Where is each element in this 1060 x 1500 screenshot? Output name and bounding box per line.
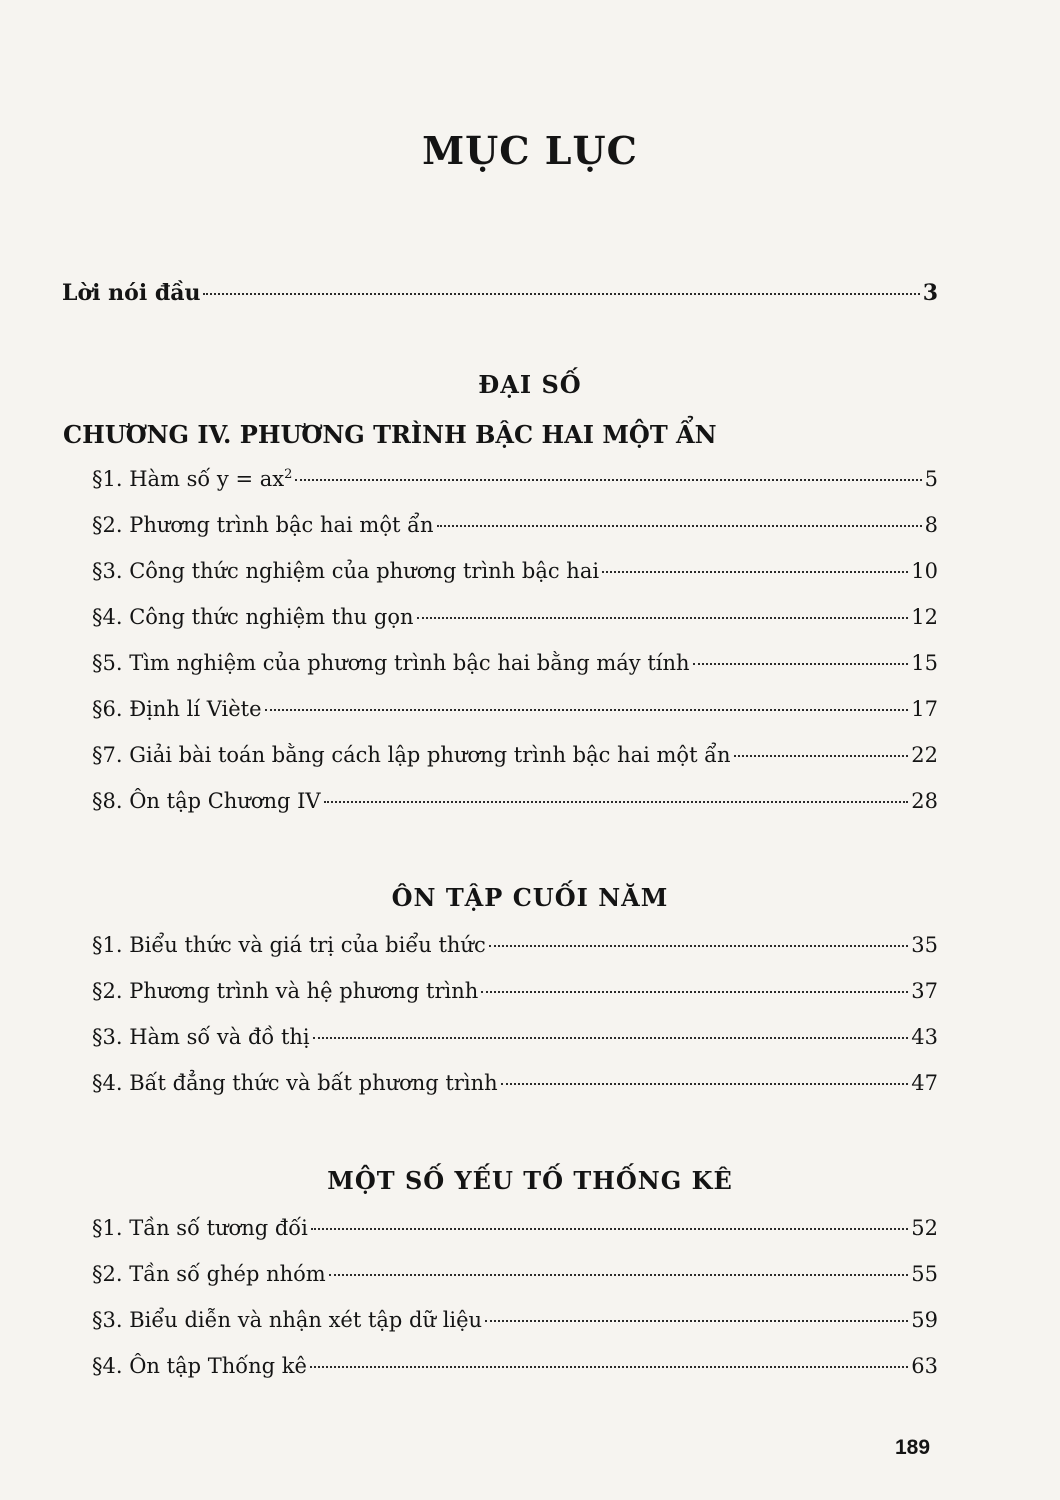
- dot-leader: [602, 571, 908, 573]
- dot-leader: [313, 1037, 909, 1039]
- entry-label: Lời nói đầu: [62, 280, 201, 306]
- toc-entry: [92, 1216, 938, 1240]
- entry-page: 43: [911, 1025, 938, 1049]
- entry-page: 22: [911, 743, 938, 767]
- toc-entry: [92, 605, 938, 629]
- toc-entry-preface: [62, 280, 938, 306]
- entry-page: 63: [911, 1354, 938, 1378]
- entry-label: §4. Bất đẳng thức và bất phương trình: [92, 1071, 498, 1095]
- entry-label: §7. Giải bài toán bằng cách lập phương trình bậc hai một ẩn: [92, 743, 731, 767]
- dot-leader: [501, 1083, 909, 1085]
- section-heading-statistics: MỘT SỐ YẾU TỐ THỐNG KÊ: [327, 1166, 733, 1195]
- entry-label: §1. Tần số tương đối: [92, 1216, 308, 1240]
- page-number: 189: [895, 1436, 931, 1459]
- entry-label: §4. Ôn tập Thống kê: [92, 1354, 307, 1378]
- dot-leader: [295, 479, 921, 481]
- dot-leader: [734, 755, 909, 757]
- entry-page: 55: [911, 1262, 938, 1286]
- entry-page: 3: [922, 280, 938, 306]
- entry-label: §5. Tìm nghiệm của phương trình bậc hai bằng máy tính: [92, 651, 690, 675]
- toc-entry: [92, 651, 938, 675]
- entry-page: 35: [911, 933, 938, 957]
- dot-leader: [203, 293, 919, 295]
- dot-leader: [265, 709, 909, 711]
- dot-leader: [485, 1320, 908, 1322]
- entry-page: 10: [911, 559, 938, 583]
- dot-leader: [311, 1228, 908, 1230]
- entry-label: §3. Công thức nghiệm của phương trình bậc hai: [92, 559, 600, 583]
- dot-leader: [329, 1274, 909, 1276]
- toc-entry: [92, 743, 938, 767]
- toc-entry: [92, 979, 938, 1003]
- dot-leader: [437, 525, 922, 527]
- section-heading-algebra: ĐẠI SỐ: [478, 370, 582, 399]
- dot-leader: [693, 663, 909, 665]
- toc-entry: [92, 1262, 938, 1286]
- entry-label: §6. Định lí Viète: [92, 697, 262, 721]
- chapter-heading: CHƯƠNG IV. PHƯƠNG TRÌNH BẬC HAI MỘT ẨN: [63, 420, 717, 449]
- entry-page: 28: [911, 789, 938, 813]
- entry-page: 8: [924, 513, 938, 537]
- toc-entry: [92, 559, 938, 583]
- entry-label: §1. Biểu thức và giá trị của biểu thức: [92, 933, 486, 957]
- entry-label: §2. Phương trình bậc hai một ẩn: [92, 513, 434, 537]
- entry-label: §3. Biểu diễn và nhận xét tập dữ liệu: [92, 1308, 483, 1332]
- entry-page: 47: [911, 1071, 938, 1095]
- toc-entry: [92, 933, 938, 957]
- toc-entry: [92, 1354, 938, 1378]
- toc-entry: [92, 467, 938, 491]
- dot-leader: [489, 945, 909, 947]
- dot-leader: [310, 1366, 908, 1368]
- entry-label: §4. Công thức nghiệm thu gọn: [92, 605, 414, 629]
- entry-label: §2. Phương trình và hệ phương trình: [92, 979, 479, 1003]
- dot-leader: [417, 617, 909, 619]
- entry-page: 12: [911, 605, 938, 629]
- entry-page: 15: [911, 651, 938, 675]
- entry-label: §8. Ôn tập Chương IV: [92, 789, 321, 813]
- toc-entry: [92, 789, 938, 813]
- entry-page: 5: [924, 467, 938, 491]
- entry-page: 37: [911, 979, 938, 1003]
- section-heading-review: ÔN TẬP CUỐI NĂM: [391, 883, 669, 912]
- dot-leader: [324, 801, 909, 803]
- toc-entry: [92, 1308, 938, 1332]
- entry-label: §2. Tần số ghép nhóm: [92, 1262, 326, 1286]
- exponent: 2: [284, 467, 293, 482]
- toc-entry: [92, 513, 938, 537]
- toc-entry: [92, 1071, 938, 1095]
- entry-label: §3. Hàm số và đồ thị: [92, 1025, 310, 1049]
- page-title: MỤC LỤC: [422, 128, 638, 173]
- entry-page: 17: [911, 697, 938, 721]
- toc-entry: [92, 697, 938, 721]
- entry-label: §1. Hàm số $y = ax^2$: [92, 467, 293, 491]
- entry-page: 52: [911, 1216, 938, 1240]
- dot-leader: [481, 991, 908, 993]
- entry-page: 59: [911, 1308, 938, 1332]
- toc-entry: [92, 1025, 938, 1049]
